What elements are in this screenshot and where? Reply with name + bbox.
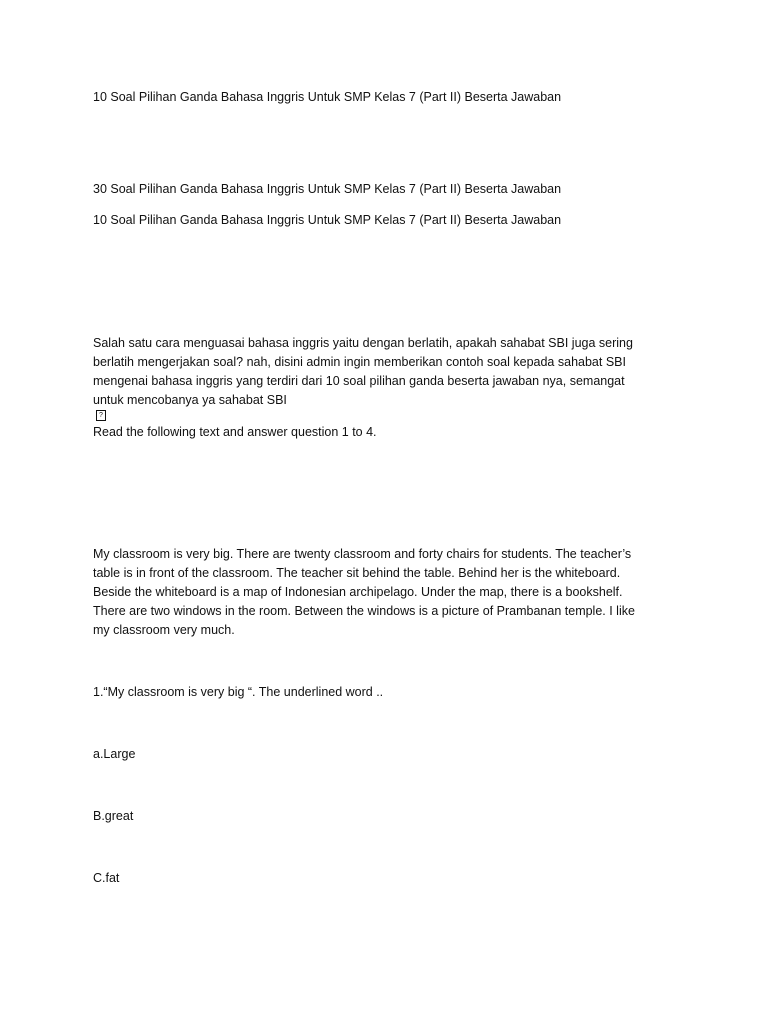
reading-passage [93,545,683,640]
instruction-text: Read the following text and answer question 1 to 4. [93,425,377,439]
intro-line: Salah satu cara menguasai bahasa inggris yaitu dengan berlatih, apakah sahabat SBI juga sering [93,336,633,350]
option-a: a.Large [93,747,136,761]
question-1-text: 1.“My classroom is very big “. The underlined word .. [93,685,384,699]
heading-1: 10 Soal Pilihan Ganda Bahasa Inggris Untuk SMP Kelas 7 (Part II) Beserta Jawaban [93,90,562,104]
intro-line: mengenai bahasa inggris yang terdiri dari 10 soal pilihan ganda beserta jawaban nya, semangat [93,374,625,388]
passage-line: table is in front of the classroom. The teacher sit behind the table. Behind her is the whiteboard. [93,566,621,580]
passage-line: There are two windows in the room. Between the windows is a picture of Prambanan temple. I like [93,604,635,618]
passage-line: My classroom is very big. There are twenty classroom and forty chairs for students. The teacher’s [93,547,632,561]
option-b: B.great [93,809,134,823]
intro-line-text: untuk mencobanya ya sahabat SBI [93,393,287,407]
passage-line: Beside the whiteboard is a map of Indonesian archipelago. Under the map, there is a bookshelf. [93,585,623,599]
intro-line: berlatih mengerjakan soal? nah, disini admin ingin memberikan contoh soal kepada sahabat SBI [93,355,626,369]
missing-glyph-icon: ? [96,410,106,421]
passage-line: my classroom very much. [93,623,235,637]
intro-line [93,391,683,421]
heading-3: 10 Soal Pilihan Ganda Bahasa Inggris Untuk SMP Kelas 7 (Part II) Beserta Jawaban [93,213,562,227]
option-c: C.fat [93,871,120,885]
heading-2: 30 Soal Pilihan Ganda Bahasa Inggris Untuk SMP Kelas 7 (Part II) Beserta Jawaban [93,182,562,196]
intro-paragraph [93,334,683,421]
